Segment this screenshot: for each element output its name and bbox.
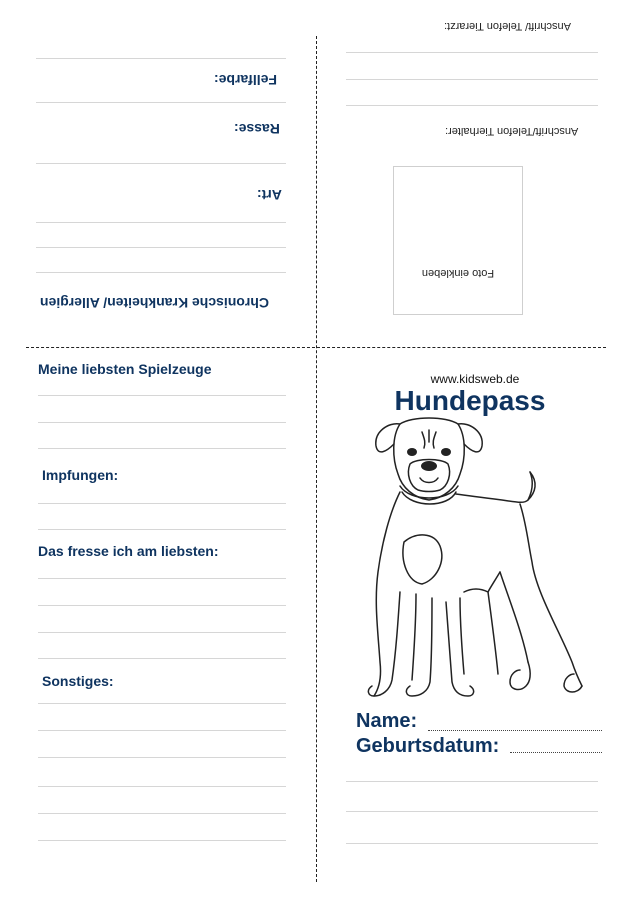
krankheiten-label: Chronische Krankheiten/ Allergien [40,295,269,311]
write-line [38,578,286,579]
anschrift-tierarzt-label: Anschrift/ Telefon Tierarzt: [444,20,571,32]
fresse-label: Das fresse ich am liebsten: [38,543,219,559]
geburtsdatum-field[interactable] [510,752,602,753]
write-line [38,395,286,396]
write-line [38,730,286,731]
write-line [38,632,286,633]
website-label: www.kidsweb.de [430,372,520,386]
art-label: Art: [257,187,282,203]
write-line [38,658,286,659]
write-line [346,781,598,782]
write-line [38,840,286,841]
photo-box [393,166,523,315]
page-title: Hundepass [394,385,546,416]
impfungen-label: Impfungen: [42,467,119,483]
write-line [38,605,286,606]
spielzeuge-label: Meine liebsten Spielzeuge [38,361,212,377]
write-line [346,843,598,844]
write-line [36,102,286,103]
write-line [36,163,286,164]
write-line [38,503,286,504]
write-line [36,58,286,59]
write-line [346,811,598,812]
write-line [36,247,286,248]
anschrift-tierhalter-label: Anschrift/Telefon Tierhalter: [445,125,579,137]
name-field[interactable] [428,730,602,731]
write-line [38,813,286,814]
rasse-label: Rasse: [234,121,280,137]
write-line [36,222,286,223]
write-line [38,786,286,787]
write-line [36,272,286,273]
write-line [346,52,598,53]
name-label: Name: [356,710,418,732]
horizontal-fold-line [26,347,606,348]
write-line [38,448,286,449]
vertical-fold-line [316,36,317,882]
write-line [38,422,286,423]
write-line [346,105,598,106]
photo-label: Foto einkleben [421,267,495,279]
fellfarbe-label: Fellfarbe: [214,72,278,88]
write-line [38,703,286,704]
write-line [346,79,598,80]
write-line [38,757,286,758]
sonstiges-label: Sonstiges: [42,673,114,689]
dog-illustration [360,412,596,712]
geburtsdatum-label: Geburtsdatum: [356,735,500,757]
write-line [38,529,286,530]
